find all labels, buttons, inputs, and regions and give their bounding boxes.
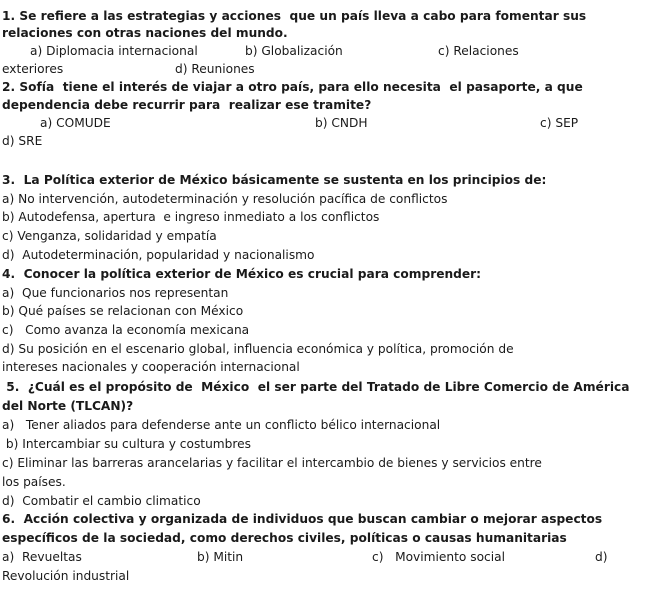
question-3-stem: 3. La Política exterior de México básicamente se sustenta en los principios de: [2, 173, 547, 187]
question-1-option-c: c) Relaciones [438, 44, 519, 58]
question-2-option-c: c) SEP [540, 116, 579, 130]
question-5-option-a: a) Tener aliados para defenderse ante un conflicto bélico internacional [2, 418, 441, 432]
question-4-option-b: b) Qué países se relacionan con México [2, 304, 244, 318]
question-5-option-d: d) Combatir el cambio climatico [2, 494, 201, 508]
question-6-option-b: b) Mitin [197, 550, 244, 564]
question-2-option-b: b) CNDH [315, 116, 368, 130]
question-1-option-c-continued: exteriores [2, 62, 64, 76]
question-6-option-c: c) Movimiento social [372, 550, 505, 564]
question-2-option-a: a) COMUDE [40, 116, 111, 130]
question-1-option-a: a) Diplomacia internacional [30, 44, 198, 58]
question-1-option-d: d) Reuniones [175, 62, 255, 76]
question-5-option-b: b) Intercambiar su cultura y costumbres [2, 437, 252, 451]
question-3-option-d: d) Autodeterminación, popularidad y nacionalismo [2, 248, 315, 262]
question-5-stem-line-2: del Norte (TLCAN)? [2, 399, 134, 413]
question-3-option-a: a) No intervención, autodeterminación y resolución pacífica de conflictos [2, 192, 448, 206]
question-2-stem-line-2: dependencia debe recurrir para realizar ese tramite? [2, 98, 372, 112]
question-4-option-d: d) Su posición en el escenario global, influencia económica y política, promoción de [2, 342, 514, 356]
question-6-option-d-continued: Revolución industrial [2, 569, 130, 583]
question-4-option-c: c) Como avanza la economía mexicana [2, 323, 250, 337]
question-3-option-b: b) Autodefensa, apertura e ingreso inmediato a los conflictos [2, 210, 380, 224]
question-4-stem: 4. Conocer la política exterior de México es crucial para comprender: [2, 267, 482, 281]
question-6-option-d: d) [595, 550, 608, 564]
question-6-stem-line-1: 6. Acción colectiva y organizada de individuos que buscan cambiar o mejorar aspectos [2, 512, 603, 526]
question-4-option-a: a) Que funcionarios nos representan [2, 286, 229, 300]
question-3-option-c: c) Venganza, solidaridad y empatía [2, 229, 217, 243]
question-5-option-c: c) Eliminar las barreras arancelarias y facilitar el intercambio de bienes y servicios entre [2, 456, 542, 470]
question-6-option-a: a) Revueltas [2, 550, 82, 564]
question-1-option-b: b) Globalización [245, 44, 343, 58]
question-2-option-d: d) SRE [2, 134, 43, 148]
question-1-stem-line-1: 1. Se refiere a las estrategias y acciones que un país lleva a cabo para fomentar sus [2, 9, 587, 23]
question-1-stem-line-2: relaciones con otras naciones del mundo. [2, 26, 288, 40]
question-5-stem-line-1: 5. ¿Cuál es el propósito de México el ser parte del Tratado de Libre Comercio de América [2, 380, 630, 394]
question-5-option-c-continued: los países. [2, 475, 66, 489]
question-6-stem-line-2: específicos de la sociedad, como derechos civiles, políticas o causas humanitarias [2, 531, 567, 545]
question-4-option-d-continued: intereses nacionales y cooperación internacional [2, 360, 300, 374]
question-2-stem-line-1: 2. Sofía tiene el interés de viajar a otro país, para ello necesita el pasaporte, a que [2, 80, 583, 94]
